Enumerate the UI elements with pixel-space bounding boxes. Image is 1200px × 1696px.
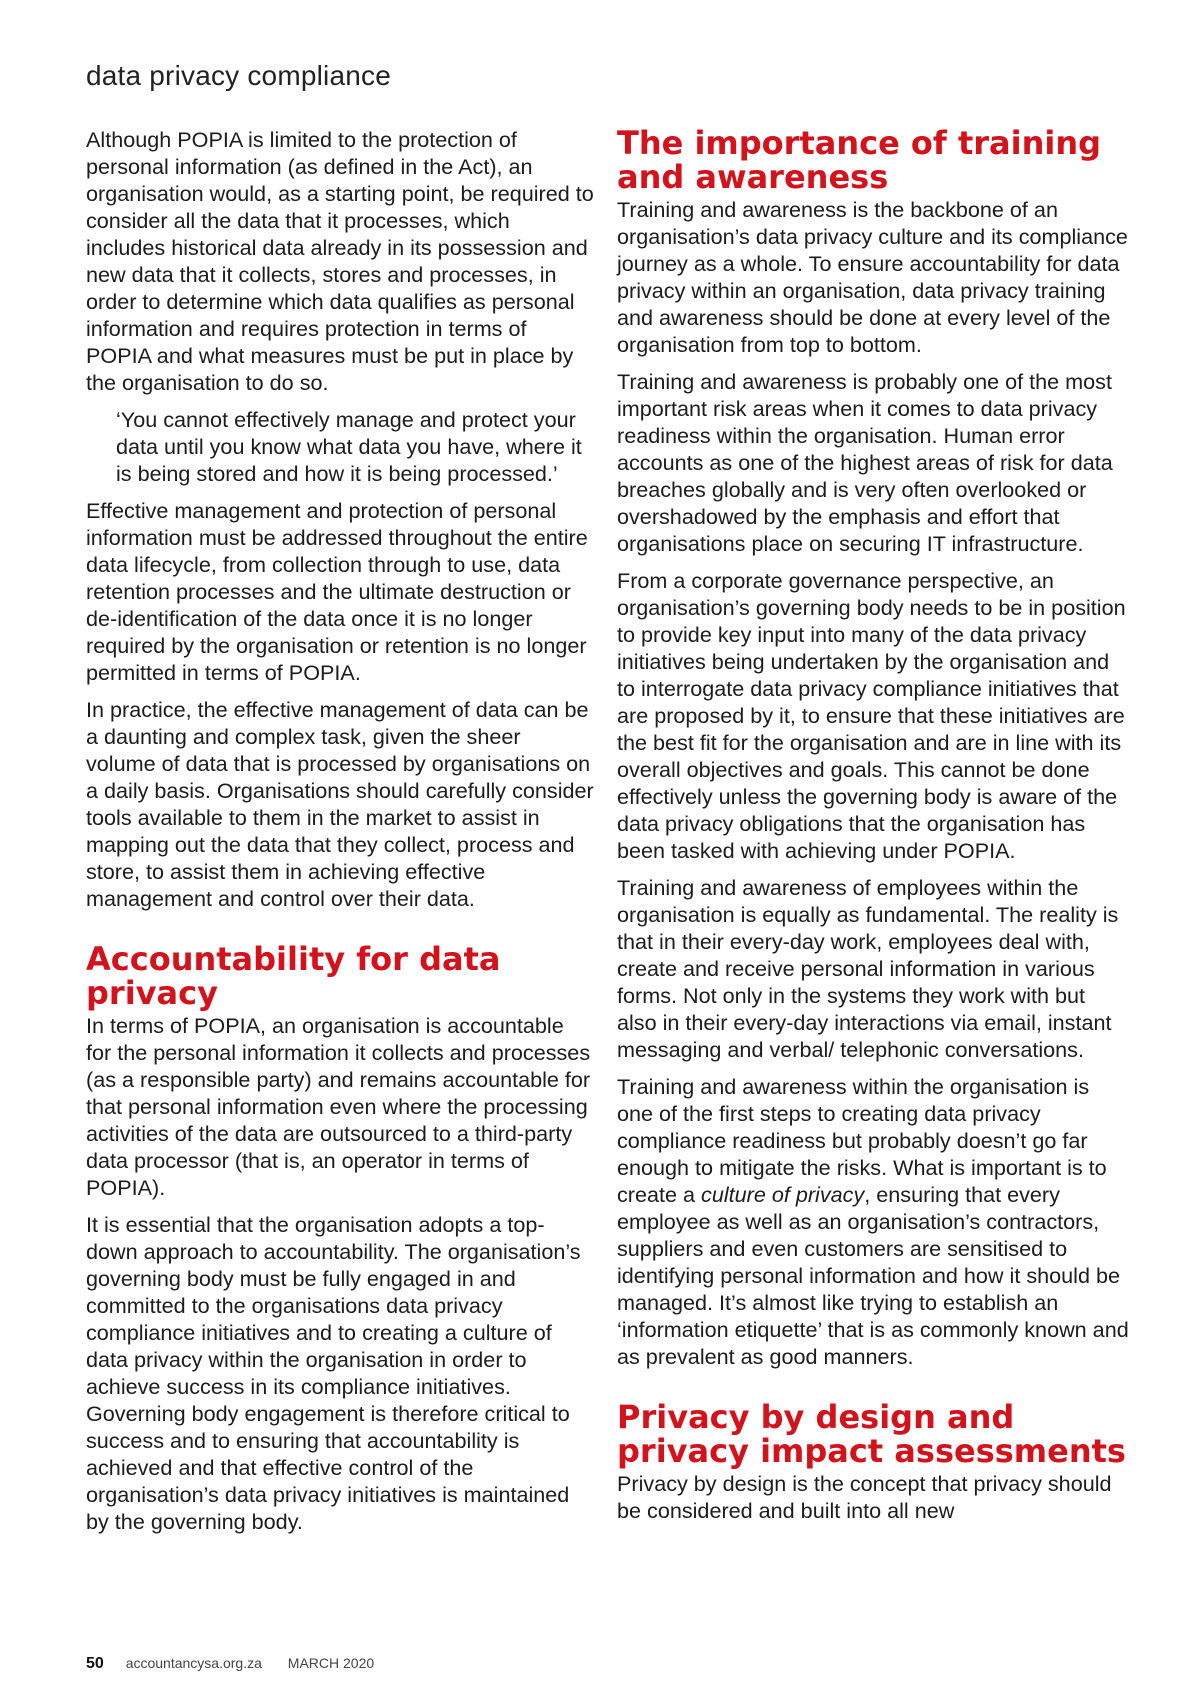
heading-privacy-by-design: Privacy by design and privacy impact assessments <box>617 1398 1126 1470</box>
body-paragraph <box>617 1073 1129 1370</box>
text-run: Training and awareness within the organisation is one of the first steps to creating data privacy compliance readiness but probably doesn’t go far enough to mitigate the risks. What is important is to create a <box>617 1074 1107 1207</box>
right-column <box>617 126 1129 1534</box>
text-run: , ensuring that every employee as well as an organisation’s contractors, suppliers and even customers are sensitised to identifying personal information and how it should be managed. It’s almost like trying to establish an ‘information etiquette’ that is as commonly known and as prevalent as good manners. <box>617 1182 1129 1369</box>
section-label: data privacy compliance <box>86 60 391 91</box>
body-paragraph: Training and awareness is probably one of the most important risk areas when it comes to data privacy readiness within the organisation. Human error accounts as one of the highest areas of risk for data breaches globally and is very often overlooked or overshadowed by the emphasis and effort that organisations place on securing IT infrastructure. <box>617 369 1113 556</box>
body-paragraph: Privacy by design is the concept that privacy should be considered and built into all new <box>617 1471 1112 1523</box>
body-paragraph: It is essential that the organisation adopts a top-down approach to accountability. The organisation’s governing body must be fully engaged in and committed to the organisations data privacy compliance initiatives and to creating a culture of data privacy within the organisation in order to achieve success in its compliance initiatives. Governing body engagement is therefore critical to success and to ensuring that accountability is achieved and that effective control of the organisation’s data privacy initiatives is maintained by the governing body. <box>86 1212 581 1534</box>
page-footer <box>86 1655 374 1673</box>
footer-issue-date: MARCH 2020 <box>287 1655 375 1671</box>
emphasis-text: culture of privacy <box>701 1182 865 1207</box>
body-paragraph: In terms of POPIA, an organisation is accountable for the personal information it collects and processes (as a responsible party) and remains accountable for that personal information even where the processing activities of the data are outsourced to a third-party data processor (that is, an operator in terms of POPIA). <box>86 1013 591 1200</box>
heading-accountability: Accountability for data privacy <box>86 940 501 1012</box>
left-column <box>86 126 594 1545</box>
body-paragraph: In practice, the effective management of data can be a daunting and complex task, given the sheer volume of data that is processed by organisations on a daily basis. Organisations should carefully consider tools available to them in the market to assist in mapping out the data that they collect, process and store, to assist them in achieving effective management and control over their data. <box>86 697 594 911</box>
pull-quote: ‘You cannot effectively manage and protect your data until you know what data you have, where it is being stored and how it is being processed.’ <box>116 407 582 486</box>
heading-training: The importance of training and awareness <box>617 124 1102 196</box>
page-number: 50 <box>86 1655 104 1672</box>
body-paragraph: From a corporate governance perspective, an organisation’s governing body needs to be in position to provide key input into many of the data privacy initiatives being undertaken by the organisation and to interrogate data privacy compliance initiatives that are proposed by it, to ensure that these initiatives are the best fit for the organisation and are in line with its overall objectives and goals. This cannot be done effectively unless the governing body is aware of the data privacy obligations that the organisation has been tasked with achieving under POPIA. <box>617 568 1126 863</box>
body-paragraph: Effective management and protection of personal information must be addressed throughout the entire data lifecycle, from collection through to use, data retention processes and the ultimate destruction or de-identification of the data once it is no longer required by the organisation or retention is no longer permitted in terms of POPIA. <box>86 498 588 685</box>
body-paragraph: Although POPIA is limited to the protection of personal information (as defined in the Act), an organisation would, as a starting point, be required to consider all the data that it processes, which includes historical data already in its possession and new data that it collects, stores and processes, in order to determine which data qualifies as personal information and requires protection in terms of POPIA and what measures must be put in place by the organisation to do so. <box>86 127 594 395</box>
body-paragraph: Training and awareness of employees within the organisation is equally as fundamental. The reality is that in their every-day work, employees deal with, create and receive personal information in various forms. Not only in the systems they work with but also in their every-day interactions via email, instant messaging and verbal/ telephonic conversations. <box>617 875 1119 1062</box>
footer-website: accountancysa.org.za <box>125 1655 262 1671</box>
body-paragraph: Training and awareness is the backbone of an organisation’s data privacy culture and its compliance journey as a whole. To ensure accountability for data privacy within an organisation, data privacy training and awareness should be done at every level of the organisation from top to bottom. <box>617 197 1128 357</box>
